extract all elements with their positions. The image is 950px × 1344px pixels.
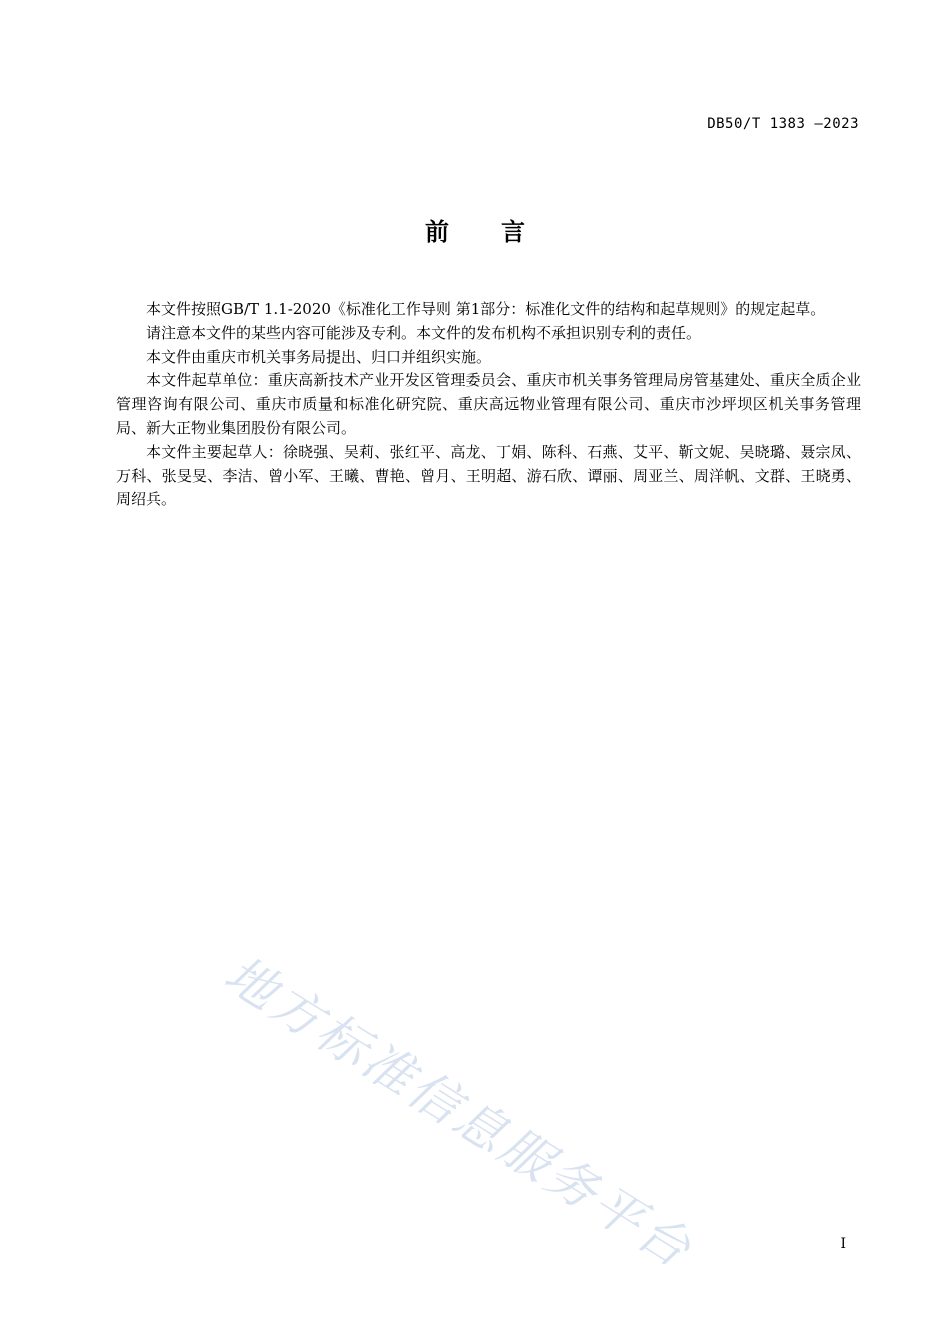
paragraph-drafting-units: 本文件起草单位：重庆高新技术产业开发区管理委员会、重庆市机关事务管理局房管基建处、重庆全质企业管理咨询有限公司、重庆市质量和标准化研究院、重庆高远物业管理有限公司、重庆市沙坪坝区机关事务管理局、新大正物业集团股份有限公司。 <box>116 371 861 437</box>
watermark: 地方标准信息服务平台 <box>214 944 704 1281</box>
foreword-body <box>116 298 861 512</box>
page-title: 前言 <box>425 218 577 246</box>
paragraph-drafters: 本文件主要起草人：徐晓强、吴莉、张红平、高龙、丁娟、陈科、石燕、艾平、靳文妮、吴晓璐、聂宗凤、万科、张旻旻、李洁、曾小军、王曦、曹艳、曾月、王明超、游石欣、谭丽、周亚兰、周洋帆、文群、王晓勇、周绍兵。 <box>116 442 861 509</box>
paragraph-patent-notice: 请注意本文件的某些内容可能涉及专利。本文件的发布机构不承担识别专利的责任。 <box>146 323 702 342</box>
page-number: I <box>840 1236 846 1252</box>
paragraph-proposer: 本文件由重庆市机关事务局提出、归口并组织实施。 <box>146 347 492 366</box>
paragraph-drafting-rules: 本文件按照GB/T 1.1-2020《标准化工作导则 第1部分：标准化文件的结构和起草规则》的规定起草。 <box>146 300 826 318</box>
document-code: DB50/T 1383 —2023 <box>707 116 859 132</box>
